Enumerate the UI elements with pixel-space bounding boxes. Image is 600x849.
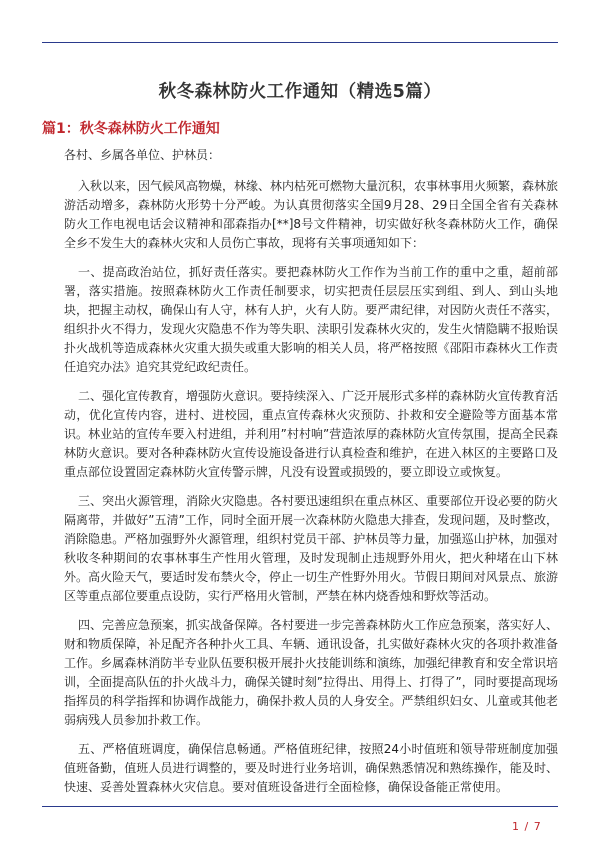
document-title: 秋冬森林防火工作通知（精选5篇） — [158, 82, 442, 102]
intro-paragraph: 入秋以来，因气候风高物燥，林缘、林内枯死可燃物大量沉积，农事林事用火频繁，森林旅游活动增多，森林防火形势十分严峻。为认真贯彻落实全国9月28、29日全国全省有关森林防火工作电视电话会议精神和邵森指办[**]8号文件精神，切实做好秋冬森林防火工作，确保全乡不发生大的森林火灾和人员伤亡事故，现将有关事项通知如下： — [64, 179, 559, 250]
document-body — [64, 146, 558, 807]
paragraph-section-5: 五、严格值班调度，确保信息畅通。严格值班纪律，按照24小时值班和领导带班制度加强值班备勤，值班人员进行调整的，要及时进行业务培训，确保熟悉情况和熟练操作，能及时、快速、妥善处置森林火灾信息。要对值班设备进行全面检修，确保设备能正常使用。 — [64, 742, 558, 794]
header-rule — [42, 42, 558, 43]
paragraph-section-3: 三、突出火源管理，消除火灾隐患。各村要迅速组织在重点林区、重要部位开设必要的防火隔离带，并做好”五清”工作，同时全面开展一次森林防火隐患大排查，发现问题，及时整改，消除隐患。严格加强野外火源管理，组织村党员干部、护林员等力量，加强巡山护林，加强对秋收冬种期间的农事林事生产性用火管理，及时发现制止违规野外用火，把火种堵在山下林外。高火险天气，要适时发布禁火令，停止一切生产性野外用火。节假日期间对风景点、旅游区等重点部位要重点设防，实行严格用火管制，严禁在林内烧香烛和野炊等活动。 — [64, 494, 559, 603]
footer-rule — [42, 806, 558, 807]
section-heading: 篇1：秋冬森林防火工作通知 — [42, 121, 220, 137]
paragraph-section-1: 一、提高政治站位，抓好责任落实。要把森林防火工作作为当前工作的重中之重，超前部署，落实措施。按照森林防火工作责任制要求，切实把责任层层压实到组、到人、到山头地块，把握主动权，确保山有人守，林有人护，火有人防。要严肃纪律，对因防火责任不落实，组织扑火不得力，发现火灾隐患不作为等失职、渎职引发森林火灾的，发生火情隐瞒不报贻误扑火战机等造成森林火灾重大损失或重大影响的相关人员，将严格按照《邵阳市森林火工作责任追究办法》追究其党纪政纪责任。 — [64, 265, 558, 374]
paragraph-section-4: 四、完善应急预案，抓实战备保障。各村要进一步完善森林防火工作应急预案，落实好人、财和物质保障，补足配齐各种扑火工具、车辆、通讯设备，扎实做好森林火灾的各项扑救准备工作。乡属森林消防半专业队伍要积极开展扑火技能训练和演练，加强纪律教育和安全常识培训，全面提高队伍的扑火战斗力，确保关键时刻”拉得出、用得上、打得了”，同时要提高现场指挥员的科学指挥和协调作战能力，确保扑救人员的人身安全。严禁组织妇女、儿童或其他老弱病残人员参加扑救工作。 — [64, 618, 559, 727]
salutation: 各村、乡属各单位、护林员： — [64, 148, 221, 162]
paragraph-section-2: 二、强化宣传教育，增强防火意识。要持续深入、广泛开展形式多样的森林防火宣传教育活动，优化宣传内容，进村、进校园，重点宣传森林火灾预防、扑救和安全避险等方面基本常识。林业站的宣传车要入村进组，并利用”村村响”营造浓厚的森林防火宣传氛围，提高全民森林防火意识。要对各种森林防火宣传设施设备进行认真检查和维护，在进入林区的主要路口及重点部位设置固定森林防火宣传警示牌，凡没有设置或损毁的，要立即设立或恢复。 — [64, 389, 559, 479]
page-number: 1 / 7 — [512, 820, 542, 833]
